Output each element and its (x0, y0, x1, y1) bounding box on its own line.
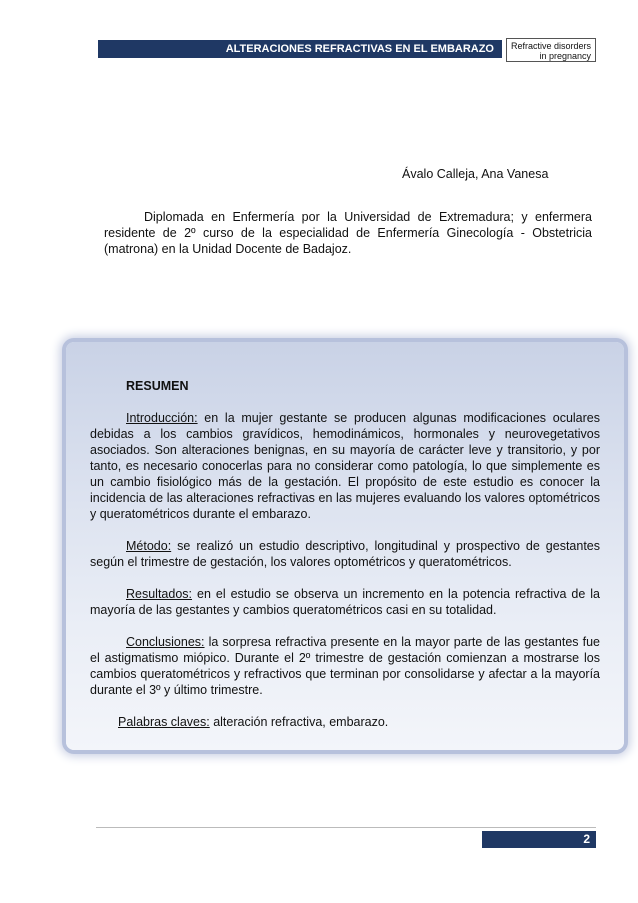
keywords-text: alteración refractiva, embarazo. (209, 715, 389, 729)
abstract-keywords (118, 714, 600, 730)
keywords-label: Palabras claves: (118, 715, 210, 729)
abstract-content (90, 378, 600, 746)
abstract-heading: RESUMEN (126, 379, 189, 393)
results-label: Resultados: (126, 587, 193, 601)
introduction-text: en la mujer gestante se producen algunas modificaciones oculares debidas a los cambios gravídicos, hemodinámicos, hormonales y neurovegetativos asociados. Son alteraciones benignas, en su mayoría de carácter leve y transitorio, y por tanto, es necesario conocerlas para no considerar como patología, lo que simplemente es un cambio fisiológico más de la gestación. El propósito de este estudio es conocer la incidencia de las alteraciones refractivas en las mujeres evaluando los valores optométricos y queratométricos durante el embarazo. (90, 411, 600, 521)
author-affiliation: Diplomada en Enfermería por la Universidad de Extremadura; y enfermera residente de 2º curso de la especialidad de Enfermería Ginecología - Obstetricia (matrona) en la Unidad Docente de Badajoz. (104, 210, 592, 256)
conclusions-label: Conclusiones: (126, 635, 205, 649)
abstract-conclusions (90, 634, 600, 698)
method-label: Método: (126, 539, 172, 553)
conclusions-text: la sorpresa refractiva presente en la mayor parte de las gestantes fue el astigmatismo miópico. Durante el 2º trimestre de gestación comienzan a mostrarse los cambios queratométricos y refractivos que terminan por consolidarse y afectar a la mayoría durante el 3º y último trimestre. (90, 635, 600, 697)
header-side-line1: Refractive disorders (510, 41, 591, 51)
footer-rule (96, 827, 596, 828)
introduction-label: Introducción: (126, 411, 198, 425)
header-title-text: ALTERACIONES REFRACTIVAS EN EL EMBARAZO (225, 43, 494, 55)
abstract-method (90, 538, 600, 570)
results-text: en el estudio se observa un incremento en la potencia refractiva de la mayoría de las gestantes y cambios queratométricos casi en su totalidad. (90, 587, 600, 617)
abstract-results (90, 586, 600, 618)
page-number: 2 (482, 831, 596, 848)
abstract-introduction (90, 410, 600, 522)
running-header-side-box (506, 38, 596, 62)
author-name: Ávalo Calleja, Ana Vanesa (402, 167, 549, 181)
header-side-line2: in pregnancy (539, 51, 591, 61)
method-text: se realizó un estudio descriptivo, longitudinal y prospectivo de gestantes según el trimestre de gestación, los valores optométricos y queratométricos. (90, 539, 600, 569)
running-header-title (98, 40, 502, 58)
